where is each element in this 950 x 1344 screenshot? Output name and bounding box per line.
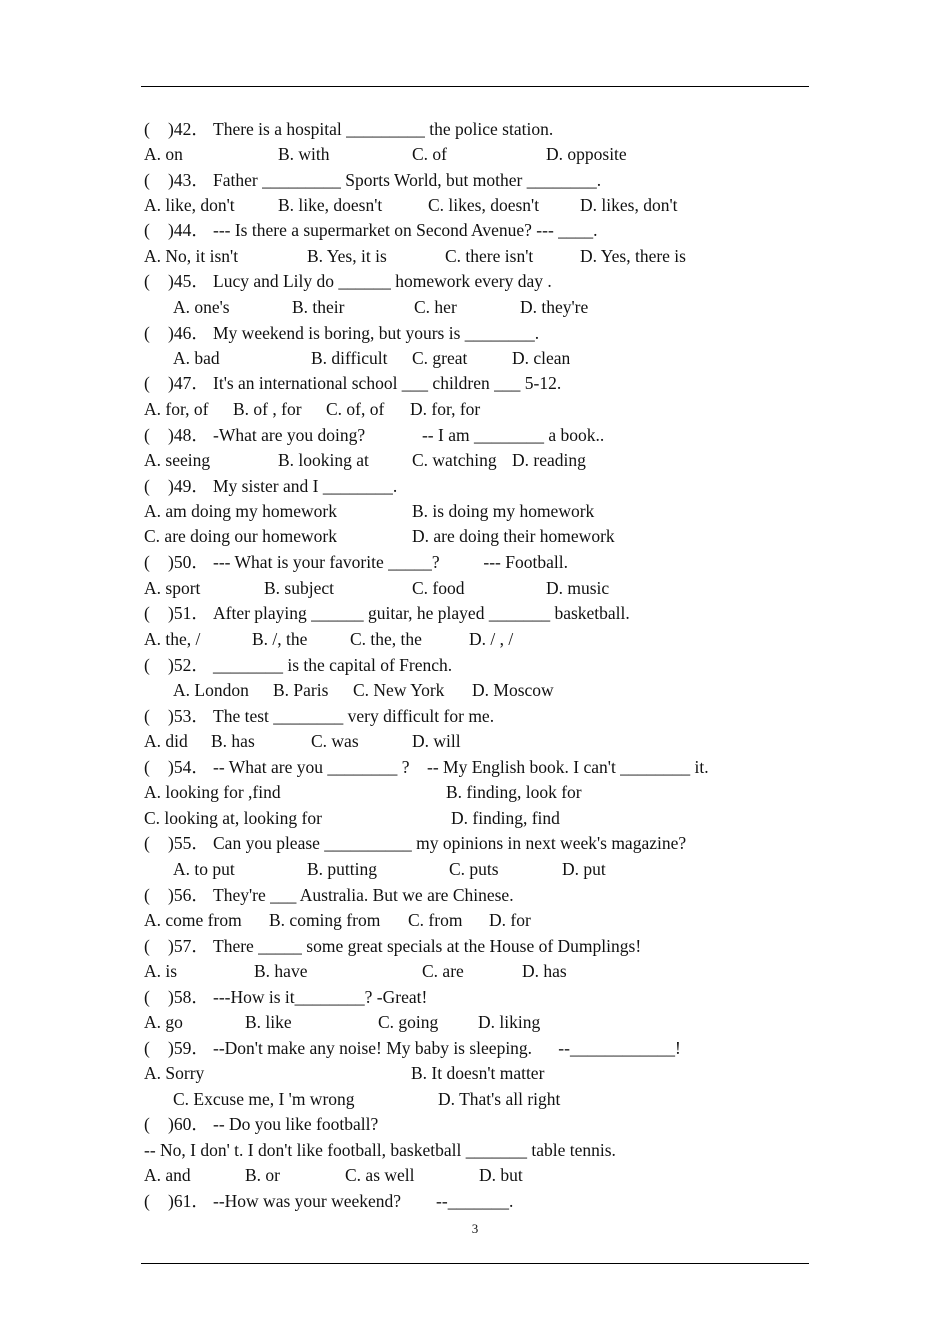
question-text: Father _________ Sports World, but mother ________.: [213, 170, 602, 190]
answer-option[interactable]: D. finding, find: [451, 808, 560, 828]
answer-option[interactable]: C. Excuse me, I 'm wrong: [173, 1089, 355, 1109]
answer-option[interactable]: B. coming from: [269, 910, 381, 930]
question-number: )59．: [168, 1038, 209, 1058]
answer-bracket: (: [144, 1038, 150, 1058]
question-text: The test ________ very difficult for me.: [213, 706, 495, 726]
answer-bracket: (: [144, 655, 150, 675]
question-number: )56．: [168, 885, 209, 905]
answer-option[interactable]: C. as well: [345, 1165, 415, 1185]
answer-option[interactable]: B. difficult: [311, 348, 388, 368]
answer-option[interactable]: B. or: [245, 1165, 280, 1185]
answer-option[interactable]: A. is: [144, 961, 178, 981]
answer-option[interactable]: A. London: [173, 680, 249, 700]
question-text: ________ is the capital of French.: [213, 655, 453, 675]
question-text: --- What is your favorite _____? --- Football.: [213, 552, 568, 572]
answer-option[interactable]: C. there isn't: [445, 246, 534, 266]
answer-option[interactable]: C. are: [422, 961, 464, 981]
question-number: )53．: [168, 706, 209, 726]
question-text: Lucy and Lily do ______ homework every day .: [213, 271, 552, 291]
answer-bracket: (: [144, 271, 150, 291]
question-number: )57．: [168, 936, 209, 956]
question-number: )49．: [168, 476, 209, 496]
answer-option[interactable]: D. reading: [512, 450, 586, 470]
answer-option[interactable]: C. watching: [412, 450, 497, 470]
answer-option[interactable]: C. likes, doesn't: [428, 195, 540, 215]
answer-option[interactable]: C. the, the: [350, 629, 422, 649]
question-text: It's an international school ___ children ___ 5-12.: [213, 373, 562, 393]
answer-option[interactable]: B. has: [211, 731, 255, 751]
answer-option[interactable]: D. Yes, there is: [580, 246, 686, 266]
answer-bracket: (: [144, 1191, 150, 1211]
answer-bracket: (: [144, 170, 150, 190]
question-number: )50．: [168, 552, 209, 572]
answer-bracket: (: [144, 885, 150, 905]
answer-option[interactable]: D. put: [562, 859, 606, 879]
answer-option[interactable]: D. clean: [512, 348, 571, 368]
answer-bracket: (: [144, 987, 150, 1007]
answer-bracket: (: [144, 706, 150, 726]
answer-option[interactable]: B. It doesn't matter: [411, 1063, 545, 1083]
question-number: )45．: [168, 271, 209, 291]
answer-bracket: (: [144, 119, 150, 139]
answer-bracket: (: [144, 476, 150, 496]
question-number: )47．: [168, 373, 209, 393]
answer-option[interactable]: B. subject: [264, 578, 334, 598]
answer-option[interactable]: D. / , /: [469, 629, 514, 649]
question-number: )42．: [168, 119, 209, 139]
answer-option[interactable]: B. Yes, it is: [307, 246, 387, 266]
question-text: --Don't make any noise! My baby is sleeping. --____________!: [213, 1038, 681, 1058]
answer-option[interactable]: C. looking at, looking for: [144, 808, 322, 828]
answer-option[interactable]: D. but: [479, 1165, 523, 1185]
answer-bracket: (: [144, 603, 150, 623]
page-number: 3: [471, 1221, 479, 1236]
question-text: They're ___ Australia. But we are Chinese.: [213, 885, 514, 905]
question-number: )43．: [168, 170, 209, 190]
question-text: -What are you doing? -- I am ________ a book..: [213, 425, 605, 445]
answer-option[interactable]: A. bad: [173, 348, 220, 368]
answer-option[interactable]: B. like, doesn't: [278, 195, 383, 215]
question-text: Can you please __________ my opinions in next week's magazine?: [213, 833, 687, 853]
answer-option[interactable]: A. sport: [144, 578, 201, 598]
question-text: After playing ______ guitar, he played _______ basketball.: [213, 603, 630, 623]
answer-option[interactable]: A. like, don't: [144, 195, 235, 215]
answer-option[interactable]: D. That's all right: [438, 1089, 561, 1109]
answer-option[interactable]: A. seeing: [144, 450, 211, 470]
answer-option[interactable]: A. and: [144, 1165, 191, 1185]
answer-option[interactable]: B. putting: [307, 859, 378, 879]
answer-option[interactable]: C. from: [408, 910, 463, 930]
answer-option[interactable]: D. opposite: [546, 144, 627, 164]
answer-option[interactable]: B. finding, look for: [446, 782, 582, 802]
answer-option[interactable]: D. has: [522, 961, 567, 981]
answer-option[interactable]: B. is doing my homework: [412, 501, 595, 521]
answer-option[interactable]: C. of: [412, 144, 447, 164]
question-number: )61．: [168, 1191, 209, 1211]
answer-option[interactable]: B. /, the: [252, 629, 308, 649]
question-number: )60．: [168, 1114, 209, 1134]
answer-option[interactable]: B. of , for: [233, 399, 302, 419]
question-text: My weekend is boring, but yours is ________.: [213, 323, 540, 343]
question-extra-line: -- No, I don' t. I don't like football, basketball _______ table tennis.: [144, 1140, 616, 1160]
answer-option[interactable]: D. for, for: [410, 399, 481, 419]
answer-option[interactable]: A. am doing my homework: [144, 501, 337, 521]
question-text: There is a hospital _________ the police station.: [213, 119, 554, 139]
answer-bracket: (: [144, 1114, 150, 1134]
question-number: )46．: [168, 323, 209, 343]
answer-bracket: (: [144, 936, 150, 956]
answer-option[interactable]: C. food: [412, 578, 465, 598]
answer-option[interactable]: A. come from: [144, 910, 242, 930]
answer-option[interactable]: C. are doing our homework: [144, 526, 337, 546]
answer-option[interactable]: B. Paris: [273, 680, 329, 700]
answer-option[interactable]: D. liking: [478, 1012, 541, 1032]
answer-option[interactable]: C. going: [378, 1012, 439, 1032]
question-number: )52．: [168, 655, 209, 675]
answer-option[interactable]: A. looking for ,find: [144, 782, 281, 802]
answer-option[interactable]: A. did: [144, 731, 188, 751]
answer-option[interactable]: A. No, it isn't: [144, 246, 239, 266]
answer-bracket: (: [144, 833, 150, 853]
answer-option[interactable]: C. was: [311, 731, 359, 751]
answer-option[interactable]: C. great: [412, 348, 468, 368]
question-number: )58．: [168, 987, 209, 1007]
answer-option[interactable]: D. likes, don't: [580, 195, 678, 215]
question-text: -- Do you like football?: [213, 1114, 379, 1134]
answer-option[interactable]: A. for, of: [144, 399, 209, 419]
answer-option[interactable]: C. of, of: [326, 399, 385, 419]
answer-option[interactable]: D. they're: [520, 297, 589, 317]
header-rule: [141, 86, 809, 87]
answer-option[interactable]: A. go: [144, 1012, 183, 1032]
question-number: )55．: [168, 833, 209, 853]
answer-option[interactable]: D. Moscow: [472, 680, 554, 700]
question-number: )54．: [168, 757, 209, 777]
answer-option[interactable]: A. the, /: [144, 629, 201, 649]
answer-option[interactable]: A. on: [144, 144, 183, 164]
answer-option[interactable]: A. Sorry: [144, 1063, 205, 1083]
question-text: My sister and I ________.: [213, 476, 398, 496]
answer-option[interactable]: B. their: [292, 297, 345, 317]
answer-option[interactable]: A. to put: [173, 859, 235, 879]
question-number: )51．: [168, 603, 209, 623]
question-text: ---How is it________? -Great!: [213, 987, 428, 1007]
answer-bracket: (: [144, 757, 150, 777]
answer-bracket: (: [144, 373, 150, 393]
question-text: --- Is there a supermarket on Second Avenue? --- ____.: [213, 220, 598, 240]
answer-option[interactable]: B. like: [245, 1012, 292, 1032]
answer-option[interactable]: B. looking at: [278, 450, 369, 470]
answer-option[interactable]: D. music: [546, 578, 610, 598]
question-text: -- What are you ________ ? -- My English book. I can't ________ it.: [213, 757, 709, 777]
answer-bracket: (: [144, 323, 150, 343]
question-number: )44．: [168, 220, 209, 240]
answer-option[interactable]: A. one's: [173, 297, 230, 317]
answer-bracket: (: [144, 220, 150, 240]
question-text: There _____ some great specials at the House of Dumplings!: [213, 936, 642, 956]
answer-option[interactable]: B. have: [254, 961, 308, 981]
answer-option[interactable]: C. puts: [449, 859, 499, 879]
question-text: --How was your weekend? --_______.: [213, 1191, 514, 1211]
question-number: )48．: [168, 425, 209, 445]
answer-option[interactable]: D. for: [489, 910, 531, 930]
answer-option[interactable]: B. with: [278, 144, 330, 164]
answer-option[interactable]: D. will: [412, 731, 461, 751]
answer-option[interactable]: C. her: [414, 297, 457, 317]
answer-bracket: (: [144, 425, 150, 445]
answer-option[interactable]: C. New York: [353, 680, 445, 700]
answer-bracket: (: [144, 552, 150, 572]
answer-option[interactable]: D. are doing their homework: [412, 526, 615, 546]
footer-rule: [141, 1263, 809, 1264]
